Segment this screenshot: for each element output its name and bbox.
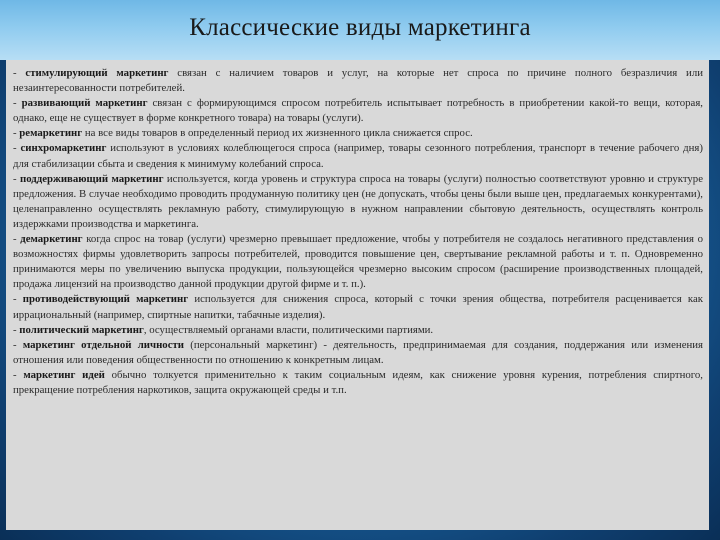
paragraph-developing: - развивающий маркетинг связан с формирующимся спросом потребитель испытывает потребность в приобретении какой-то вещи, которая, однако, еще не существует в форме конкретного товара) на товары (услуги). (13, 97, 703, 125)
term: маркетинг идей (23, 368, 105, 381)
term: политический маркетинг (19, 323, 144, 336)
paragraph-personal: - маркетинг отдельной личности (персональный маркетинг) - деятельность, предпринимаемая для создания, поддержания или изменения отношения или поведения общественности по отношению к конкретным лицам. (13, 338, 704, 366)
paragraph-counteracting: - противодействующий маркетинг используется для снижения спроса, который с точки зрения общества, потребителя расценивается как иррациональный (например, спиртные напитки, табачные изделия). (13, 293, 703, 321)
term: ремаркетинг (19, 127, 83, 140)
paragraph-supporting: - поддерживающий маркетинг используется, когда уровень и структура спроса на товары (услуги) полностью соответствуют уровню и структуре предложения. В случае необходимо проводить продуманную политику цен (не допускать, чтобы цены были выше цен, предлагаемых конкурентами), целенаправленно осуществлять рекламную работу, стимулирующую в нужном направлении сбытовую деятельность, осуществлять контроль издержками производства и маркетинга. (13, 172, 703, 230)
content-panel (6, 60, 709, 530)
term: демаркетинг (20, 233, 83, 246)
term: маркетинг отдельной личности (22, 338, 185, 351)
paragraph-ideas: - маркетинг идей обычно толкуется применительно к таким социальным идеям, как снижение уровня курения, потребления спиртного, прекращение потребления наркотиков, защита окружающей среды и т.п. (13, 368, 704, 396)
term: противодействующий маркетинг (22, 293, 189, 306)
paragraph-remarketing: - ремаркетинг на все виды товаров в определенный период их жизненного цикла снижается спрос. (13, 127, 473, 140)
content-text (13, 66, 703, 398)
paragraph-synchromarketing: - синхромаркетинг используют в условиях колеблющегося спроса (например, товары сезонного потребления, транспорт в течение рабочего дня) для стабилизации сбыта и сведения к минимуму колебаний спроса. (13, 142, 703, 170)
term: синхромаркетинг (20, 142, 107, 155)
term: развивающий маркетинг (21, 97, 148, 110)
term: стимулирующий маркетинг (25, 67, 169, 79)
paragraph-political: - политический маркетинг, осуществляемый органами власти, политическими партиями. (13, 323, 434, 336)
paragraph-demarketing: - демаркетинг когда спрос на товар (услуги) чрезмерно превышает предложение, чтобы у потребителя не создалось негативного представления о возможностях фирмы удовлетворить запросы потребителей, проводится повышение цен, свертывание рекламной работы и т. п. Одновременно принимаются меры по увеличению выпуска продукции, пользующейся чрезмерно высоким спросом (расширение производственных площадей, продажа лицензий на производство данной продукции другой фирме и т. п.). (13, 233, 704, 291)
paragraph-stimulating: - стимулирующий маркетинг связан с наличием товаров и услуг, на которые нет спроса по причине полного безразличия или незаинтересованности потребителей. (13, 67, 703, 95)
slide-title: Классические виды маркетинга (189, 14, 531, 41)
term: поддерживающий маркетинг (19, 172, 164, 185)
